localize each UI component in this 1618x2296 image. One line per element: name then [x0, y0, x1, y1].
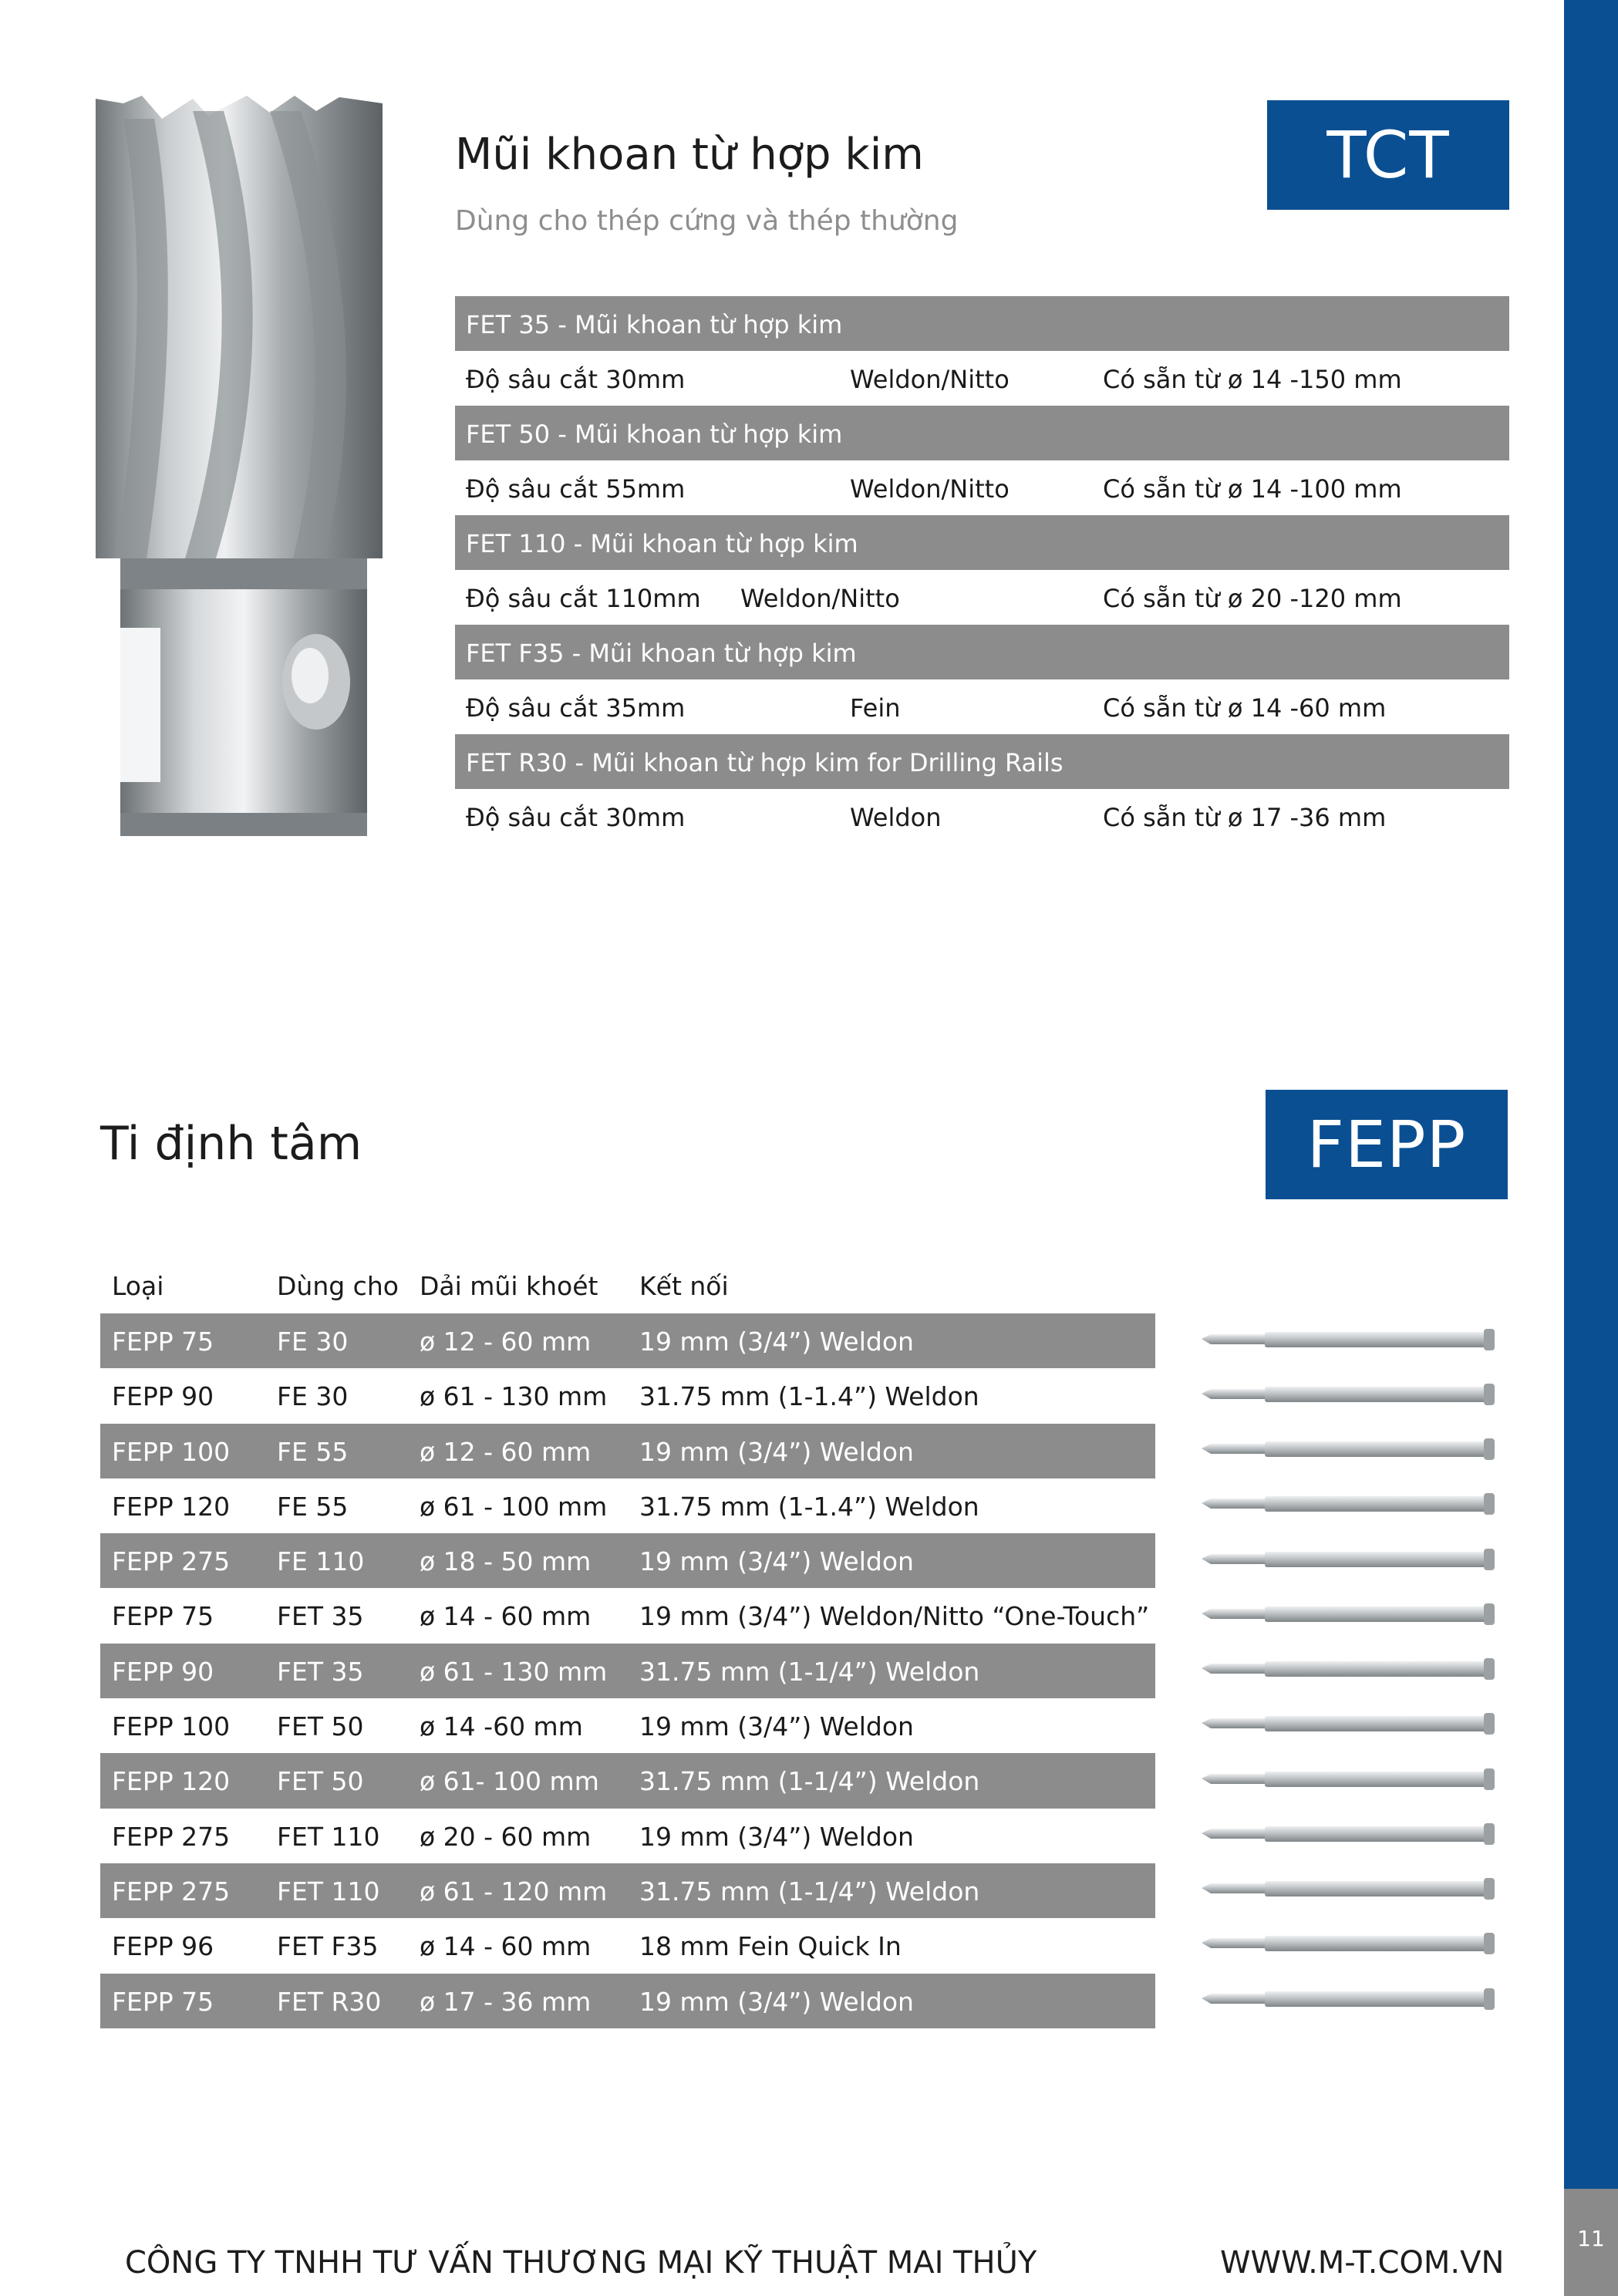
product-name: FET 50 - Mũi khoan từ hợp kim	[466, 420, 843, 449]
product-name: FET R30 - Mũi khoan từ hợp kim for Drilling Rails	[466, 748, 1063, 777]
cell-connection: 31.75 mm (1-1.4”) Weldon	[639, 1381, 979, 1412]
page-number-box	[1564, 2189, 1618, 2296]
cell-range: ø 17 - 36 mm	[420, 1986, 592, 2017]
pilot-pins-image	[1172, 1313, 1512, 2028]
product-range: Có sẵn từ ø 14 -60 mm	[1103, 693, 1387, 723]
cell-used-for: FE 55	[277, 1436, 349, 1467]
table-row	[100, 1533, 1155, 1588]
table-row	[100, 1588, 1155, 1643]
footer-website[interactable]: WWW.M-T.COM.VN	[1220, 2245, 1505, 2281]
cell-connection: 31.75 mm (1-1.4”) Weldon	[639, 1491, 979, 1522]
fepp-table-header	[100, 1271, 1155, 1305]
product-spec-row	[455, 460, 1509, 515]
footer-company: CÔNG TY TNHH TƯ VẤN THƯƠNG MẠI KỸ THUẬT MAI THỦY	[125, 2245, 1037, 2281]
cell-connection: 31.75 mm (1-1/4”) Weldon	[639, 1656, 980, 1687]
product-range: Có sẵn từ ø 14 -100 mm	[1103, 474, 1402, 504]
cell-connection: 19 mm (3/4”) Weldon/Nitto “One-Touch”	[639, 1601, 1150, 1632]
product-name: FET 110 - Mũi khoan từ hợp kim	[466, 529, 858, 558]
product-name: FET 35 - Mũi khoan từ hợp kim	[466, 310, 843, 339]
product-depth: Độ sâu cắt 110mm	[466, 584, 701, 613]
cell-type: FEPP 100	[112, 1436, 231, 1467]
product-depth: Độ sâu cắt 55mm	[466, 474, 686, 504]
product-spec-row	[455, 789, 1509, 844]
cell-used-for: FE 30	[277, 1381, 349, 1412]
cell-type: FEPP 100	[112, 1711, 231, 1742]
fepp-table	[100, 1313, 1155, 2028]
product-connection: Weldon/Nitto	[850, 474, 1010, 504]
tct-product-table	[455, 296, 1509, 844]
cell-used-for: FET 110	[277, 1876, 380, 1907]
cell-used-for: FET R30	[277, 1986, 382, 2017]
cell-range: ø 12 - 60 mm	[420, 1436, 592, 1467]
cell-connection: 19 mm (3/4”) Weldon	[639, 1327, 914, 1357]
cell-connection: 19 mm (3/4”) Weldon	[639, 1711, 914, 1742]
header-connection: Kết nối	[639, 1271, 729, 1301]
product-connection: Weldon	[850, 803, 942, 832]
cell-used-for: FET 35	[277, 1656, 364, 1687]
cell-range: ø 61 - 120 mm	[420, 1876, 608, 1907]
product-header-row	[455, 296, 1509, 351]
table-row	[100, 1644, 1155, 1698]
product-range: Có sẵn từ ø 17 -36 mm	[1103, 803, 1387, 832]
product-connection: Fein	[850, 693, 901, 723]
cell-type: FEPP 120	[112, 1491, 231, 1522]
cell-type: FEPP 120	[112, 1766, 231, 1797]
cell-type: FEPP 75	[112, 1601, 214, 1632]
product-spec-row	[455, 679, 1509, 734]
product-header-row	[455, 515, 1509, 570]
cell-used-for: FE 55	[277, 1491, 349, 1522]
cell-connection: 19 mm (3/4”) Weldon	[639, 1436, 914, 1467]
table-row	[100, 1313, 1155, 1368]
product-header-row	[455, 625, 1509, 679]
table-row	[100, 1863, 1155, 1918]
cell-connection: 19 mm (3/4”) Weldon	[639, 1821, 914, 1852]
product-range: Có sẵn từ ø 20 -120 mm	[1103, 584, 1402, 613]
cell-type: FEPP 275	[112, 1546, 231, 1577]
cell-range: ø 14 -60 mm	[420, 1711, 583, 1742]
table-row	[100, 1424, 1155, 1478]
product-name: FET F35 - Mũi khoan từ hợp kim	[466, 639, 857, 668]
cell-used-for: FET 110	[277, 1821, 380, 1852]
section1-title: Mũi khoan từ hợp kim	[455, 130, 924, 180]
product-depth: Độ sâu cắt 30mm	[466, 365, 686, 394]
cell-used-for: FET 50	[277, 1711, 364, 1742]
tct-badge: TCT	[1267, 100, 1509, 210]
product-depth: Độ sâu cắt 30mm	[466, 803, 686, 832]
cell-range: ø 18 - 50 mm	[420, 1546, 592, 1577]
cell-connection: 18 mm Fein Quick In	[639, 1931, 902, 1962]
header-used-for: Dùng cho	[277, 1271, 399, 1301]
cell-type: FEPP 75	[112, 1986, 214, 2017]
cell-range: ø 61 - 130 mm	[420, 1381, 608, 1412]
table-row	[100, 1918, 1155, 1973]
product-connection: Weldon/Nitto	[740, 584, 900, 613]
product-range: Có sẵn từ ø 14 -150 mm	[1103, 365, 1402, 394]
table-row	[100, 1368, 1155, 1423]
side-color-bar	[1564, 0, 1618, 2189]
cell-used-for: FET 50	[277, 1766, 364, 1797]
cell-type: FEPP 275	[112, 1821, 231, 1852]
product-depth: Độ sâu cắt 35mm	[466, 693, 686, 723]
product-connection: Weldon/Nitto	[850, 365, 1010, 394]
table-row	[100, 1753, 1155, 1808]
cell-type: FEPP 96	[112, 1931, 214, 1962]
cell-range: ø 14 - 60 mm	[420, 1931, 592, 1962]
header-range: Dải mũi khoét	[420, 1271, 598, 1301]
cell-connection: 19 mm (3/4”) Weldon	[639, 1546, 914, 1577]
product-spec-row	[455, 351, 1509, 406]
table-row	[100, 1698, 1155, 1753]
section1-subtitle: Dùng cho thép cứng và thép thường	[455, 205, 959, 237]
fepp-badge: FEPP	[1266, 1090, 1508, 1199]
cell-range: ø 12 - 60 mm	[420, 1327, 592, 1357]
cell-connection: 31.75 mm (1-1/4”) Weldon	[639, 1766, 980, 1797]
cell-range: ø 61 - 100 mm	[420, 1491, 608, 1522]
cell-used-for: FE 30	[277, 1327, 349, 1357]
product-header-row	[455, 406, 1509, 460]
cell-type: FEPP 275	[112, 1876, 231, 1907]
cell-range: ø 61- 100 mm	[420, 1766, 599, 1797]
page-number: 11	[1577, 2226, 1605, 2251]
cell-used-for: FET F35	[277, 1931, 379, 1962]
product-spec-row	[455, 570, 1509, 625]
cell-type: FEPP 90	[112, 1381, 214, 1412]
cell-type: FEPP 90	[112, 1656, 214, 1687]
cell-used-for: FET 35	[277, 1601, 364, 1632]
cell-connection: 31.75 mm (1-1/4”) Weldon	[639, 1876, 980, 1907]
cell-used-for: FE 110	[277, 1546, 365, 1577]
cell-range: ø 14 - 60 mm	[420, 1601, 592, 1632]
cell-type: FEPP 75	[112, 1327, 214, 1357]
section2-title: Ti định tâm	[100, 1117, 362, 1171]
product-header-row	[455, 734, 1509, 789]
header-type: Loại	[112, 1271, 164, 1301]
cell-range: ø 20 - 60 mm	[420, 1821, 592, 1852]
cell-connection: 19 mm (3/4”) Weldon	[639, 1986, 914, 2017]
table-row	[100, 1478, 1155, 1533]
annular-cutter-image	[93, 96, 389, 836]
table-row	[100, 1974, 1155, 2028]
cell-range: ø 61 - 130 mm	[420, 1656, 608, 1687]
table-row	[100, 1809, 1155, 1863]
